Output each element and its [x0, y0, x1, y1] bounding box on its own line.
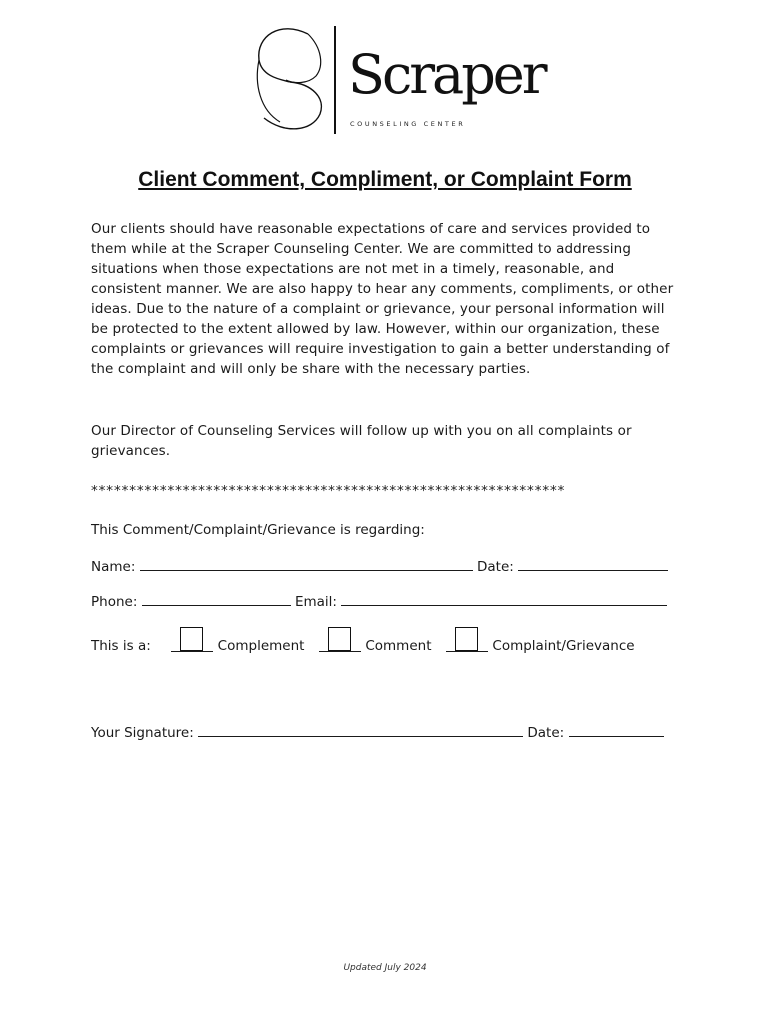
form-title: Client Comment, Compliment, or Complaint Form — [138, 168, 632, 191]
type-row — [91, 636, 635, 654]
phone-label: Phone: — [91, 594, 138, 610]
email-field[interactable] — [341, 592, 667, 606]
name-label: Name: — [91, 559, 136, 575]
s-monogram-icon — [250, 22, 330, 134]
checkbox-square-icon — [328, 627, 351, 651]
regarding-label: This Comment/Complaint/Grievance is regarding: — [91, 522, 425, 538]
type-label: This is a: — [91, 638, 151, 654]
complaint-checkbox[interactable] — [446, 636, 488, 650]
logo-tagline: COUNSELING CENTER — [350, 120, 466, 128]
followup-paragraph: Our Director of Counseling Services will follow up with you on all complaints or grievances. — [91, 423, 632, 459]
name-row — [91, 557, 668, 575]
signature-row — [91, 723, 664, 741]
logo — [250, 22, 545, 142]
phone-row — [91, 592, 667, 610]
complaint-label: Complaint/Grievance — [492, 638, 635, 654]
logo-brand-name: Scraper — [348, 43, 545, 106]
logo-divider — [334, 26, 336, 134]
intro-paragraph: Our clients should have reasonable expectations of care and services provided to them while at the Scraper Counseling Center. We are committed to addressing situations when those expectations are not met in a timely, reasonable, and consistent manner. We are also happy to hear any comments, compliments, or other ideas. Due to the nature of a complaint or grievance, your personal information will be protected to the extent allowed by law. However, within our organization, these complaints or grievances will require investigation to gain a better understanding of the complaint and will only be share with the necessary parties. — [91, 221, 674, 377]
complement-label: Complement — [217, 638, 305, 654]
comment-checkbox[interactable] — [319, 636, 361, 650]
footer-updated-date: Updated July 2024 — [343, 963, 427, 973]
complement-checkbox[interactable] — [171, 636, 213, 650]
checkbox-square-icon — [455, 627, 478, 651]
phone-field[interactable] — [142, 592, 291, 606]
date-label: Date: — [476, 559, 514, 575]
signature-field[interactable] — [198, 723, 523, 737]
date-field[interactable] — [518, 557, 668, 571]
email-label: Email: — [294, 594, 337, 610]
signature-date-label: Date: — [527, 725, 565, 741]
checkbox-square-icon — [180, 627, 203, 651]
comment-label: Comment — [365, 638, 432, 654]
separator-line: ************************************************************** — [91, 483, 566, 499]
signature-label: Your Signature: — [91, 725, 194, 741]
name-field[interactable] — [140, 557, 473, 571]
signature-date-field[interactable] — [569, 723, 664, 737]
